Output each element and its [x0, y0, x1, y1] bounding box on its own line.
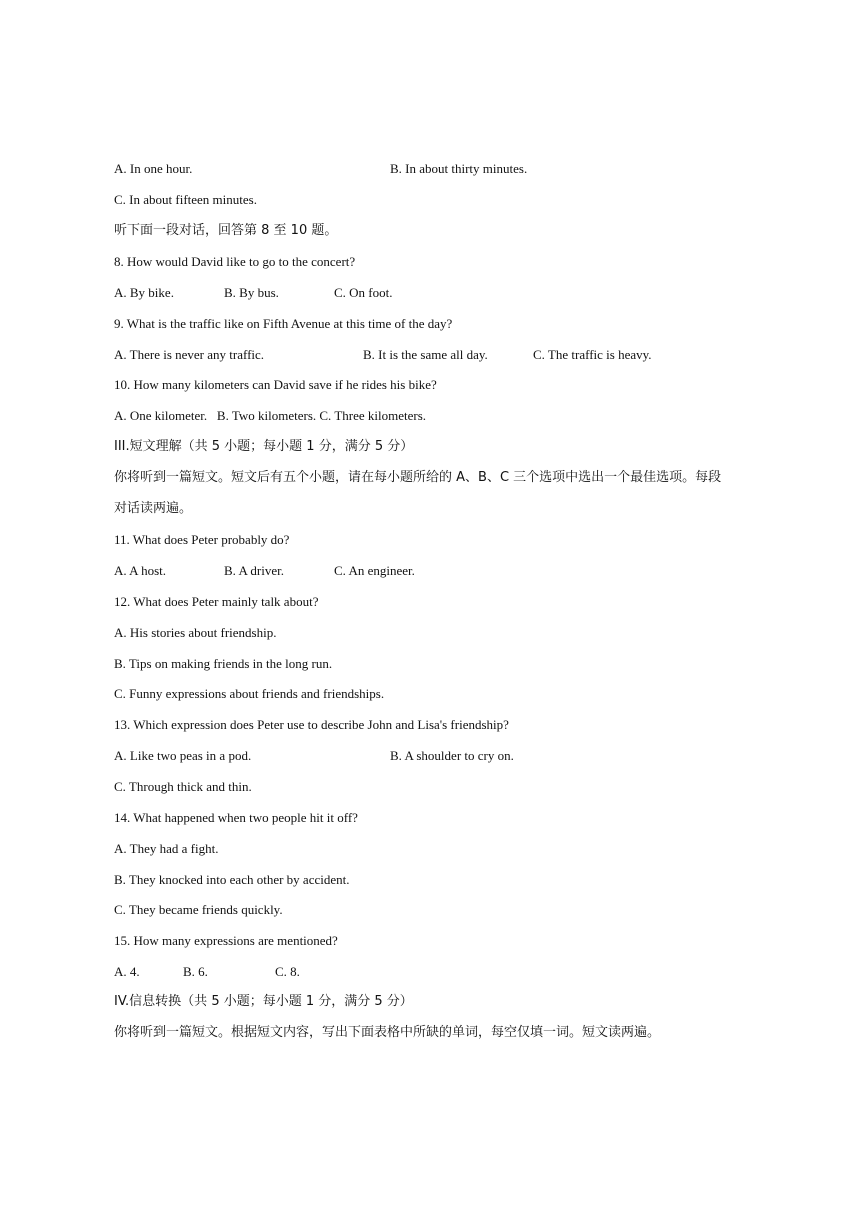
- q11-option-a: A. A host.: [114, 563, 167, 578]
- instruction-8-10: 听下面一段对话，回答第 8 至 10 题。: [114, 223, 338, 238]
- q14-stem: 14. What happened when two people hit it off?: [114, 810, 358, 825]
- q11-option-c: C. An engineer.: [334, 563, 415, 578]
- q15-option-b: B. 6.: [183, 964, 208, 979]
- q12-option-b: B. Tips on making friends in the long run.: [114, 656, 333, 671]
- q9-option-c: C. The traffic is heavy.: [533, 347, 652, 362]
- q13-option-b: B. A shoulder to cry on.: [390, 748, 514, 763]
- section3-heading: III.短文理解（共 5 小题；每小题 1 分，满分 5 分）: [114, 439, 414, 454]
- q15-stem: 15. How many expressions are mentioned?: [114, 933, 338, 948]
- q13-stem: 13. Which expression does Peter use to describe John and Lisa's friendship?: [114, 717, 509, 732]
- q13-option-a: A. Like two peas in a pod.: [114, 748, 252, 763]
- q9-option-b: B. It is the same all day.: [363, 347, 488, 362]
- q11-option-b: B. A driver.: [224, 563, 284, 578]
- q7-option-b: B. In about thirty minutes.: [390, 161, 528, 176]
- q10-stem: 10. How many kilometers can David save if he rides his bike?: [114, 377, 437, 392]
- q8-option-c: C. On foot.: [334, 285, 393, 300]
- section3-instruction-line2: 对话读两遍。: [114, 501, 193, 516]
- q9-option-a: A. There is never any traffic.: [114, 347, 265, 362]
- q9-stem: 9. What is the traffic like on Fifth Avenue at this time of the day?: [114, 316, 453, 331]
- q10-options: A. One kilometer. B. Two kilometers. C. Three kilometers.: [114, 408, 426, 423]
- section4-instruction: 你将听到一篇短文。根据短文内容，写出下面表格中所缺的单词，每空仅填一词。短文读两遍。: [114, 1025, 661, 1040]
- q8-option-a: A. By bike.: [114, 285, 174, 300]
- q11-stem: 11. What does Peter probably do?: [114, 532, 290, 547]
- q12-option-a: A. His stories about friendship.: [114, 625, 277, 640]
- q12-option-c: C. Funny expressions about friends and friendships.: [114, 686, 385, 701]
- section3-instruction-line1: 你将听到一篇短文。短文后有五个小题，请在每小题所给的 A、B、C 三个选项中选出一个最佳选项。每段: [114, 470, 722, 485]
- q13-option-c: C. Through thick and thin.: [114, 779, 252, 794]
- q7-option-c: C. In about fifteen minutes.: [114, 192, 257, 207]
- q14-option-a: A. They had a fight.: [114, 841, 219, 856]
- section4-heading: IV.信息转换（共 5 小题；每小题 1 分，满分 5 分）: [114, 994, 413, 1009]
- q8-option-b: B. By bus.: [224, 285, 279, 300]
- q14-option-c: C. They became friends quickly.: [114, 902, 283, 917]
- q12-stem: 12. What does Peter mainly talk about?: [114, 594, 319, 609]
- q8-stem: 8. How would David like to go to the concert?: [114, 254, 356, 269]
- q15-option-a: A. 4.: [114, 964, 140, 979]
- q15-option-c: C. 8.: [275, 964, 300, 979]
- q7-option-a: A. In one hour.: [114, 161, 193, 176]
- q14-option-b: B. They knocked into each other by accident.: [114, 872, 350, 887]
